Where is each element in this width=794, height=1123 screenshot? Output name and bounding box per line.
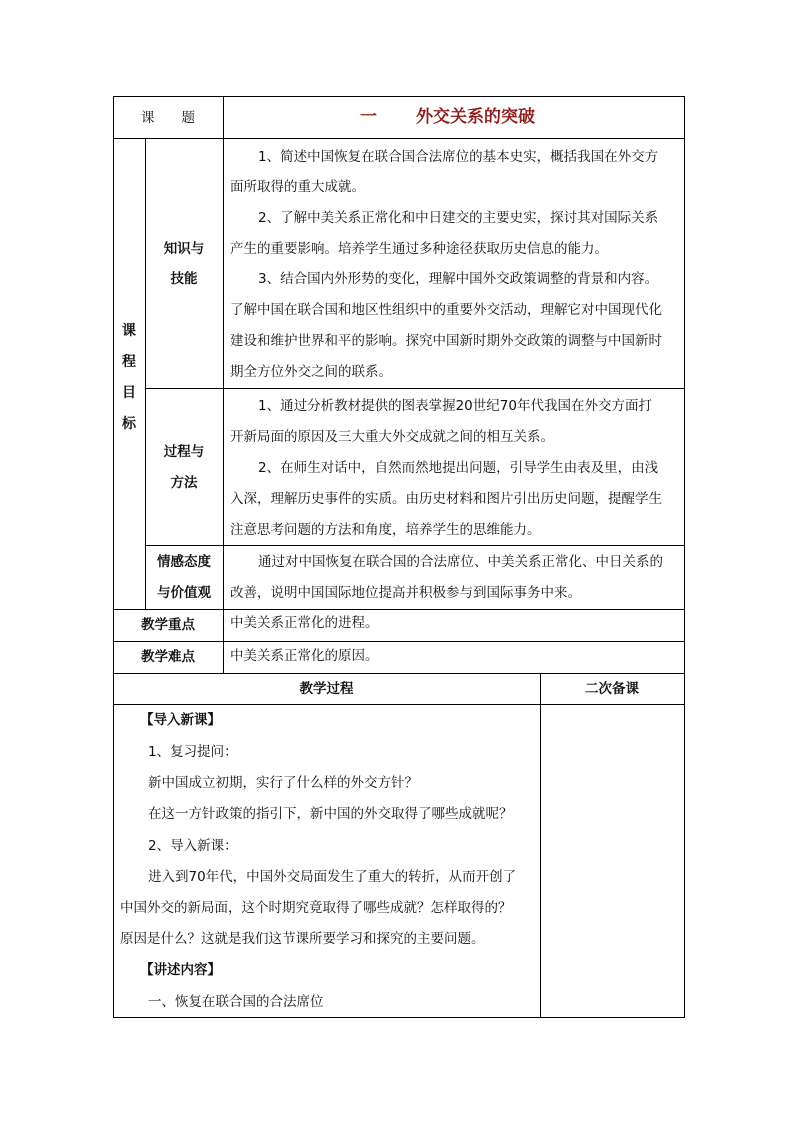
process-text-line: 入深，理解历史事件的实质。由历史材料和图片引出历史问题，提醒学生 — [230, 491, 662, 507]
body-line: 中国外交的新局面，这个时期究竟取得了哪些成就？怎样取得的？ — [120, 900, 512, 916]
body-line: 新中国成立初期，实行了什么样的外交方针？ — [148, 775, 418, 791]
process-text-line: 开新局面的原因及三大重大外交成就之间的相互关系。 — [230, 429, 554, 445]
course-goals-char: 课 — [122, 323, 136, 339]
knowledge-text-line: 期全方位外交之间的联系。 — [230, 364, 392, 380]
rule — [113, 641, 685, 642]
process-text-line: 2、在师生对话中，自然而然地提出问题，引导学生由表及里，由浅 — [258, 460, 659, 476]
knowledge-skills-label: 技能 — [170, 271, 198, 287]
section-heading: 【导入新课】 — [140, 712, 221, 728]
rule — [223, 138, 224, 674]
teaching-process-header: 教学过程 — [299, 681, 354, 697]
rule — [113, 1017, 685, 1018]
rule — [113, 96, 685, 97]
key-point-value: 中美关系正常化的进程。 — [230, 615, 379, 631]
course-goals-label — [113, 316, 145, 440]
knowledge-skills-label: 知识与 — [163, 241, 205, 257]
section-heading: 【讲述内容】 — [140, 962, 221, 978]
body-line: 一、恢复在联合国的合法席位 — [148, 994, 324, 1010]
rule — [540, 673, 541, 1018]
key-point-label: 教学重点 — [141, 617, 195, 633]
difficulty-label: 教学难点 — [141, 649, 195, 665]
lesson-title: 外交关系的突破 — [416, 107, 535, 127]
rule — [145, 388, 685, 389]
course-goals-char: 标 — [122, 416, 136, 432]
process-text-line: 注意思考问题的方法和角度，培养学生的思维能力。 — [230, 522, 541, 538]
process-method-label: 过程与 — [163, 444, 205, 460]
emotion-text-line: 通过对中国恢复在联合国的合法席位、中美关系正常化、中日关系的 — [258, 554, 663, 570]
emotion-values-label: 与价值观 — [157, 585, 211, 601]
process-method-label: 方法 — [170, 475, 198, 491]
rule — [145, 138, 146, 610]
rule — [113, 138, 685, 139]
course-goals-char: 目 — [122, 385, 136, 401]
subject-label: 课 题 — [141, 110, 195, 126]
lesson-number: 一 — [360, 107, 377, 127]
body-line: 2、导入新课： — [148, 838, 238, 854]
body-line: 1、复习提问： — [148, 744, 238, 760]
knowledge-text-line: 面所取得的重大成就。 — [230, 179, 365, 195]
knowledge-text-line: 2、了解中美关系正常化和中日建交的主要史实，探讨其对国际关系 — [258, 210, 659, 226]
rule — [113, 673, 685, 674]
rule — [684, 96, 685, 1018]
process-text-line: 1、通过分析教材提供的图表掌握20世纪70年代我国在外交方面打 — [258, 398, 652, 414]
knowledge-text-line: 了解中国在联合国和地区性组织中的重要外交活动，理解它对中国现代化 — [230, 302, 662, 318]
rule — [113, 609, 685, 610]
body-line: 在这一方针政策的指引下，新中国的外交取得了哪些成就呢？ — [148, 806, 513, 822]
second-prep-header: 二次备课 — [585, 681, 639, 697]
emotion-values-label: 情感态度 — [157, 554, 211, 570]
emotion-text-line: 改善，说明中国国际地位提高并积极参与到国际事务中来。 — [230, 585, 581, 601]
body-line: 进入到70年代，中国外交局面发生了重大的转折，从而开创了 — [148, 869, 517, 885]
knowledge-text-line: 建设和维护世界和平的影响。探究中国新时期外交政策的调整与中国新时 — [230, 333, 662, 349]
body-line: 原因是什么？这就是我们这节课所要学习和探究的主要问题。 — [120, 931, 485, 947]
course-goals-char: 程 — [122, 354, 136, 370]
knowledge-text-line: 1、简述中国恢复在联合国合法席位的基本史实，概括我国在外交方 — [258, 149, 659, 165]
rule — [145, 545, 685, 546]
knowledge-text-line: 产生的重要影响。培养学生通过多种途径获取历史信息的能力。 — [230, 241, 608, 257]
difficulty-value: 中美关系正常化的原因。 — [230, 648, 379, 664]
rule — [113, 704, 685, 705]
knowledge-text-line: 3、结合国内外形势的变化，理解中国外交政策调整的背景和内容。 — [258, 271, 659, 287]
rule — [223, 96, 224, 139]
rule — [113, 96, 114, 1018]
